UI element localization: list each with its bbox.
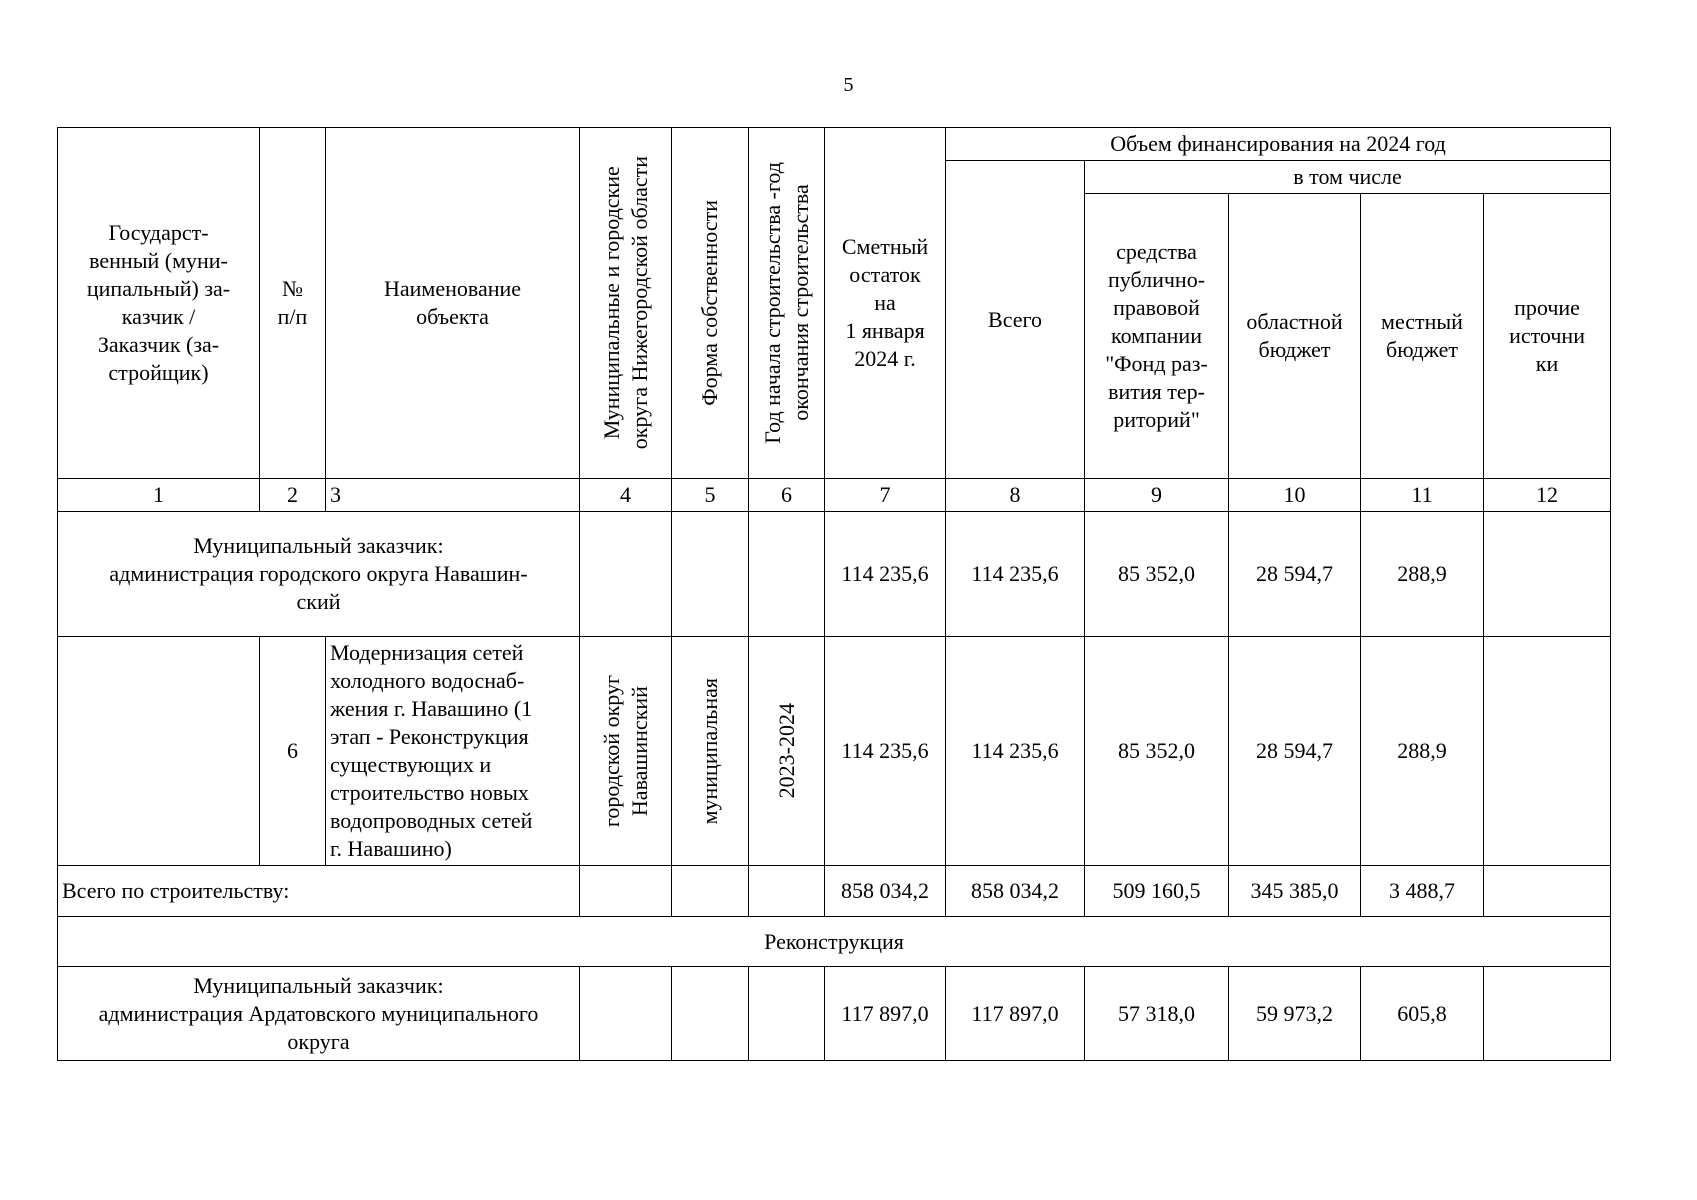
header-total: Всего	[946, 161, 1085, 479]
object-row	[58, 637, 1611, 866]
header-number: № п/п	[260, 128, 326, 479]
header-municipality-label: Муниципальные и городские округа Нижегородской области	[598, 156, 652, 450]
header-including: в том числе	[1085, 161, 1611, 194]
local-value: 3 488,7	[1361, 866, 1484, 917]
object-ownership	[672, 637, 749, 866]
other-value	[1484, 637, 1611, 866]
customer-row	[58, 967, 1611, 1061]
balance-value: 114 235,6	[825, 637, 946, 866]
header-ownership-label: Форма собственности	[697, 200, 722, 406]
regional-value: 59 973,2	[1229, 967, 1361, 1061]
local-value: 605,8	[1361, 967, 1484, 1061]
customer-label: Муниципальный заказчик: администрация городского округа Навашин- ский	[58, 512, 580, 637]
total-value: 114 235,6	[946, 512, 1085, 637]
total-label: Всего по строительству:	[58, 866, 580, 917]
fund-value: 57 318,0	[1085, 967, 1229, 1061]
section-row	[58, 917, 1611, 967]
fund-value: 509 160,5	[1085, 866, 1229, 917]
header-municipality	[580, 128, 672, 479]
other-value	[1484, 967, 1611, 1061]
object-number: 6	[260, 637, 326, 866]
header-other: прочие источни ки	[1484, 194, 1611, 479]
header-funding-title: Объем финансирования на 2024 год	[946, 128, 1611, 161]
regional-value: 28 594,7	[1229, 637, 1361, 866]
column-number: 10	[1229, 479, 1361, 512]
header-years	[749, 128, 825, 479]
regional-value: 345 385,0	[1229, 866, 1361, 917]
balance-value: 114 235,6	[825, 512, 946, 637]
column-number: 8	[946, 479, 1085, 512]
object-years-label: 2023-2024	[773, 703, 799, 799]
section-title: Реконструкция	[58, 917, 1611, 967]
balance-value: 117 897,0	[825, 967, 946, 1061]
column-number: 6	[749, 479, 825, 512]
column-number: 1	[58, 479, 260, 512]
total-value: 114 235,6	[946, 637, 1085, 866]
other-value	[1484, 866, 1611, 917]
customer-row	[58, 512, 1611, 637]
column-number: 3	[326, 479, 580, 512]
empty-cell	[580, 512, 672, 637]
empty-cell	[580, 866, 672, 917]
total-value: 117 897,0	[946, 967, 1085, 1061]
customer-label: Муниципальный заказчик: администрация Ардатовского муниципального округа	[58, 967, 580, 1061]
column-number: 12	[1484, 479, 1611, 512]
local-value: 288,9	[1361, 637, 1484, 866]
other-value	[1484, 512, 1611, 637]
header-customer: Государст- венный (муни- ципальный) за- казчик / Заказчик (за- стройщик)	[58, 128, 260, 479]
empty-cell	[580, 967, 672, 1061]
empty-cell	[672, 512, 749, 637]
column-number: 9	[1085, 479, 1229, 512]
column-number: 2	[260, 479, 326, 512]
empty-cell	[672, 967, 749, 1061]
header-regional: областной бюджет	[1229, 194, 1361, 479]
empty-cell	[58, 637, 260, 866]
empty-cell	[749, 866, 825, 917]
empty-cell	[749, 967, 825, 1061]
page-number: 5	[843, 74, 854, 96]
column-number: 4	[580, 479, 672, 512]
column-numbers-row	[58, 479, 1611, 512]
local-value: 288,9	[1361, 512, 1484, 637]
total-value: 858 034,2	[946, 866, 1085, 917]
header-balance: Сметный остаток на 1 января 2024 г.	[825, 128, 946, 479]
object-municipality-label: городской округ Навашинский	[598, 674, 652, 828]
object-municipality	[580, 637, 672, 866]
empty-cell	[749, 512, 825, 637]
header-fund: средства публично- правовой компании "Фонд раз- вития тер- риторий"	[1085, 194, 1229, 479]
regional-value: 28 594,7	[1229, 512, 1361, 637]
header-years-label: Год начала строительства -год окончания строительства	[759, 162, 813, 444]
balance-value: 858 034,2	[825, 866, 946, 917]
column-number: 11	[1361, 479, 1484, 512]
header-local: местный бюджет	[1361, 194, 1484, 479]
column-number: 7	[825, 479, 946, 512]
fund-value: 85 352,0	[1085, 637, 1229, 866]
header-ownership	[672, 128, 749, 479]
fund-value: 85 352,0	[1085, 512, 1229, 637]
funding-table	[57, 127, 1611, 1061]
empty-cell	[672, 866, 749, 917]
column-number: 5	[672, 479, 749, 512]
object-years	[749, 637, 825, 866]
object-ownership-label: муниципальная	[697, 677, 722, 825]
total-row	[58, 866, 1611, 917]
object-name: Модернизация сетей холодного водоснаб- жения г. Навашино (1 этап - Реконструкция существующих и строительство новых водопроводных сетей г. Навашино)	[326, 637, 580, 866]
header-object-name: Наименование объекта	[326, 128, 580, 479]
